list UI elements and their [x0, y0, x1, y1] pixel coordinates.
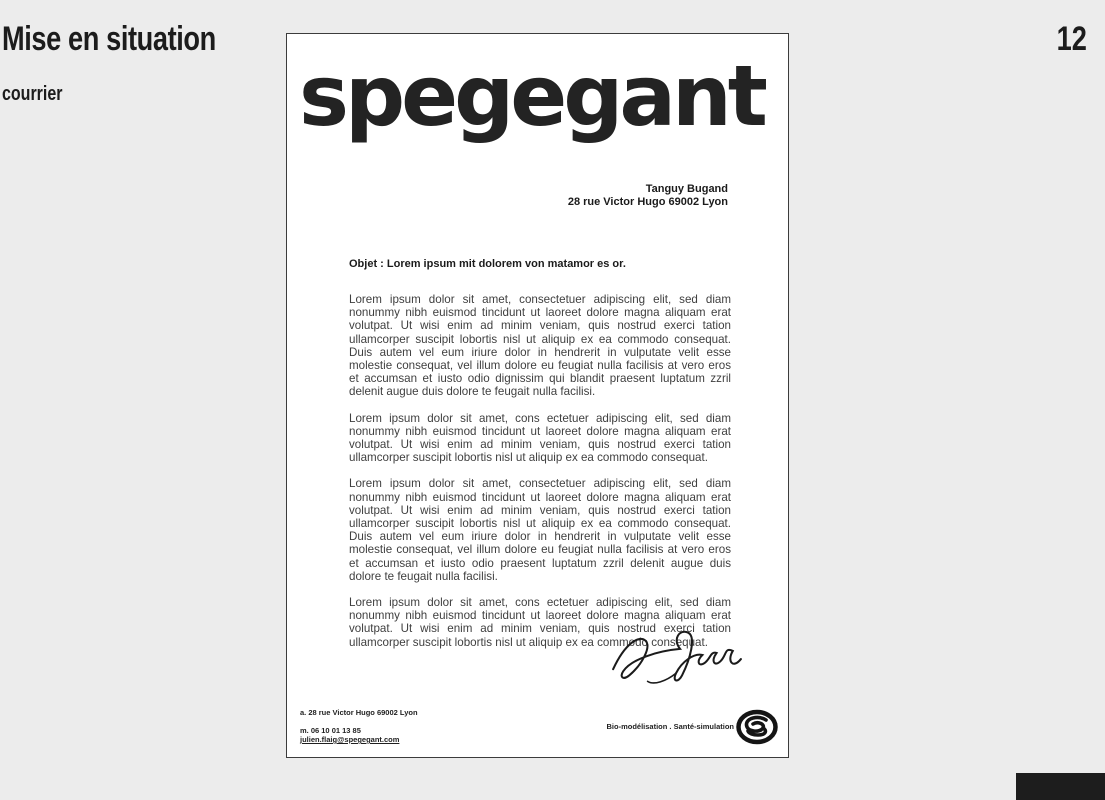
footer-address: a. 28 rue Victor Hugo 69002 Lyon: [300, 708, 418, 717]
page-number-text: 12: [1056, 20, 1087, 58]
letter-document: [286, 33, 789, 758]
page-subtitle-text: courrier: [2, 83, 63, 105]
paragraph-2: Lorem ipsum dolor sit amet, cons ectetuer adipiscing elit, sed diam nonummy nibh euismod tincidunt ut laoreet dolore magna aliquam erat volutpat. Ut wisi enim ad minim veniam, quis nostrud exerci tation ullamcorper suscipit lobortis nisl ut aliquip ex ea commodo consequat.: [349, 411, 731, 465]
recipient-address: 28 rue Victor Hugo 69002 Lyon: [567, 196, 728, 208]
handwritten-signature: [605, 624, 747, 686]
footer-email-link[interactable]: julien.flaig@spegegant.com: [300, 735, 400, 744]
page-number: [1049, 20, 1087, 59]
spegegant-s-logo-icon: [736, 705, 778, 749]
corner-accent-block: [1016, 773, 1105, 800]
subject-line: Objet : Lorem ipsum mit dolorem von matamor es or.: [349, 258, 626, 270]
recipient-name: Tanguy Bugand: [645, 183, 728, 195]
page-title: [2, 20, 269, 59]
page-subtitle: [2, 83, 78, 106]
footer-tagline: Bio-modélisation . Santé-simulation: [606, 722, 734, 731]
footer-phone: m. 06 10 01 13 85: [300, 725, 361, 735]
paragraph-1: Lorem ipsum dolor sit amet, consectetuer adipiscing elit, sed diam nonummy nibh euismod tincidunt ut laoreet dolore magna aliquam erat volutpat. Ut wisi enim ad minim veniam, quis nostrud exerci tation ullamcorper suscipit lobortis nisl ut aliquip ex ea commodo consequat. Duis autem vel eum iriure dolor in hendrerit in vulputate velit esse molestie consequat, vel illum dolore eu feugiat nulla facilisis at vero eros et accumsan et iusto odio dignissim qui blandit praesent luptatum zzril delenit augue duis dolore te feugait nulla facilisi.: [349, 293, 731, 399]
letter-body: [349, 293, 731, 662]
page-title-text: Mise en situation: [2, 20, 216, 58]
spegegant-wordmark: spegegant: [299, 47, 764, 145]
recipient-block: [568, 183, 728, 209]
letter-footer-contact: [300, 708, 418, 745]
paragraph-3: Lorem ipsum dolor sit amet, consectetuer adipiscing elit, sed diam nonummy nibh euismod tincidunt ut laoreet dolore magna aliquam erat volutpat. Ut wisi enim ad minim veniam, quis nostrud exerci tation ullamcorper suscipit lobortis nisl ut aliquip ex ea commodo consequat. Duis autem vel eum iriure dolor in hendrerit in vulputate velit esse molestie consequat, vel illum dolore eu feugiat nulla facilisis at vero eros et accumsan et iusto odio praesent luptatum zzril delenit augue duis dolore te feugait nulla facilisi.: [349, 477, 731, 583]
paragraph-4: Lorem ipsum dolor sit amet, cons ectetuer adipiscing elit, sed diam nonummy nibh euismod tincidunt ut laoreet dolore magna aliquam erat volutpat. Ut wisi enim ad minim veniam, quis nostrud exerci tation ullamcorper suscipit lobortis nisl ut aliquip ex ea commodo consequat.: [349, 596, 731, 649]
